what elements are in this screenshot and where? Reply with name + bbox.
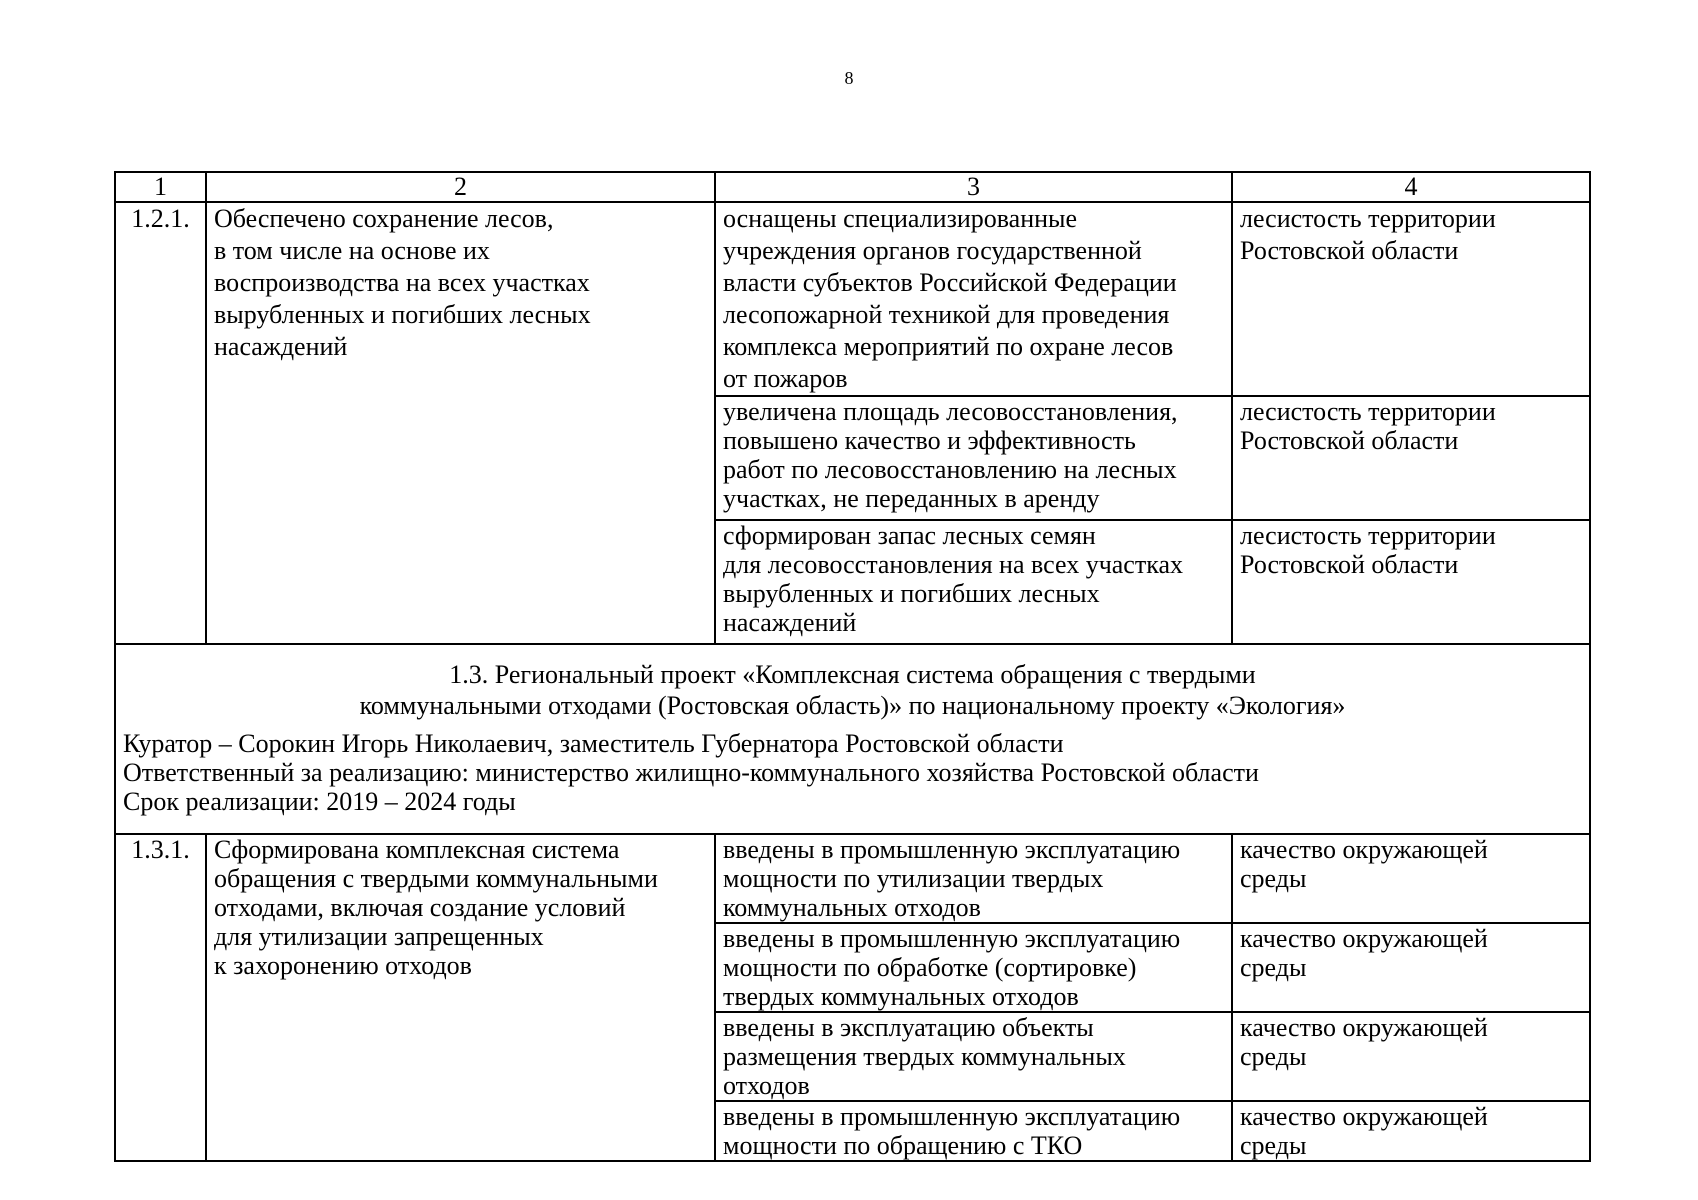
result-cell: введены в промышленную эксплуатацию мощности по обработке (сортировке) твердых коммунальных отходов — [715, 923, 1232, 1012]
indicator-cell: лесистость территории Ростовской области — [1232, 396, 1590, 520]
result-cell: оснащены специализированные учреждения органов государственной власти субъектов Российской Федерации лесопожарной техникой для проведения комплекса мероприятий по охране лесов от пожаров — [715, 202, 1232, 396]
item-number: 1.2.1. — [115, 202, 206, 644]
result-cell: введены в промышленную эксплуатацию мощности по утилизации твердых коммунальных отходов — [715, 834, 1232, 923]
section-curator: Куратор – Сорокин Игорь Николаевич, заместитель Губернатора Ростовской области — [123, 729, 1064, 758]
header-cell-4: 4 — [1232, 172, 1590, 202]
section-term: Срок реализации: 2019 – 2024 годы — [123, 787, 516, 816]
table-row — [115, 834, 1590, 923]
indicator-cell: лесистость территории Ростовской области — [1232, 520, 1590, 644]
section-title: 1.3. Региональный проект «Комплексная система обращения с твердыми коммунальными отходами (Ростовская область)» по национальному проекту «Экология» — [359, 660, 1346, 720]
indicator-cell: качество окружающей среды — [1232, 1101, 1590, 1161]
indicator-cell: качество окружающей среды — [1232, 834, 1590, 923]
result-cell: увеличена площадь лесовосстановления, повышено качество и эффективность работ по лесовосстановлению на лесных участках, не переданных в аренду — [715, 396, 1232, 520]
header-row — [115, 172, 1590, 202]
table-row — [115, 202, 1590, 396]
task-cell: Обеспечено сохранение лесов, в том числе на основе их воспроизводства на всех участках вырубленных и погибших лесных насаждений — [206, 202, 715, 644]
header-cell-1: 1 — [115, 172, 206, 202]
item-number: 1.3.1. — [115, 834, 206, 1161]
result-cell: введены в промышленную эксплуатацию мощности по обращению с ТКО — [715, 1101, 1232, 1161]
indicator-cell: лесистость территории Ростовской области — [1232, 202, 1590, 396]
result-cell: сформирован запас лесных семян для лесовосстановления на всех участках вырубленных и погибших лесных насаждений — [715, 520, 1232, 644]
section-header-row — [115, 644, 1590, 834]
header-cell-2: 2 — [206, 172, 715, 202]
indicator-cell: качество окружающей среды — [1232, 1012, 1590, 1101]
result-cell: введены в эксплуатацию объекты размещения твердых коммунальных отходов — [715, 1012, 1232, 1101]
page-number: 8 — [844, 68, 854, 88]
program-table — [114, 171, 1591, 1162]
indicator-cell: качество окружающей среды — [1232, 923, 1590, 1012]
task-cell: Сформирована комплексная система обращения с твердыми коммунальными отходами, включая создание условий для утилизации запрещенных к захоронению отходов — [206, 834, 715, 1161]
section-responsible: Ответственный за реализацию: министерство жилищно-коммунального хозяйства Ростовской области — [123, 758, 1259, 787]
header-cell-3: 3 — [715, 172, 1232, 202]
section-header-cell — [115, 644, 1590, 834]
